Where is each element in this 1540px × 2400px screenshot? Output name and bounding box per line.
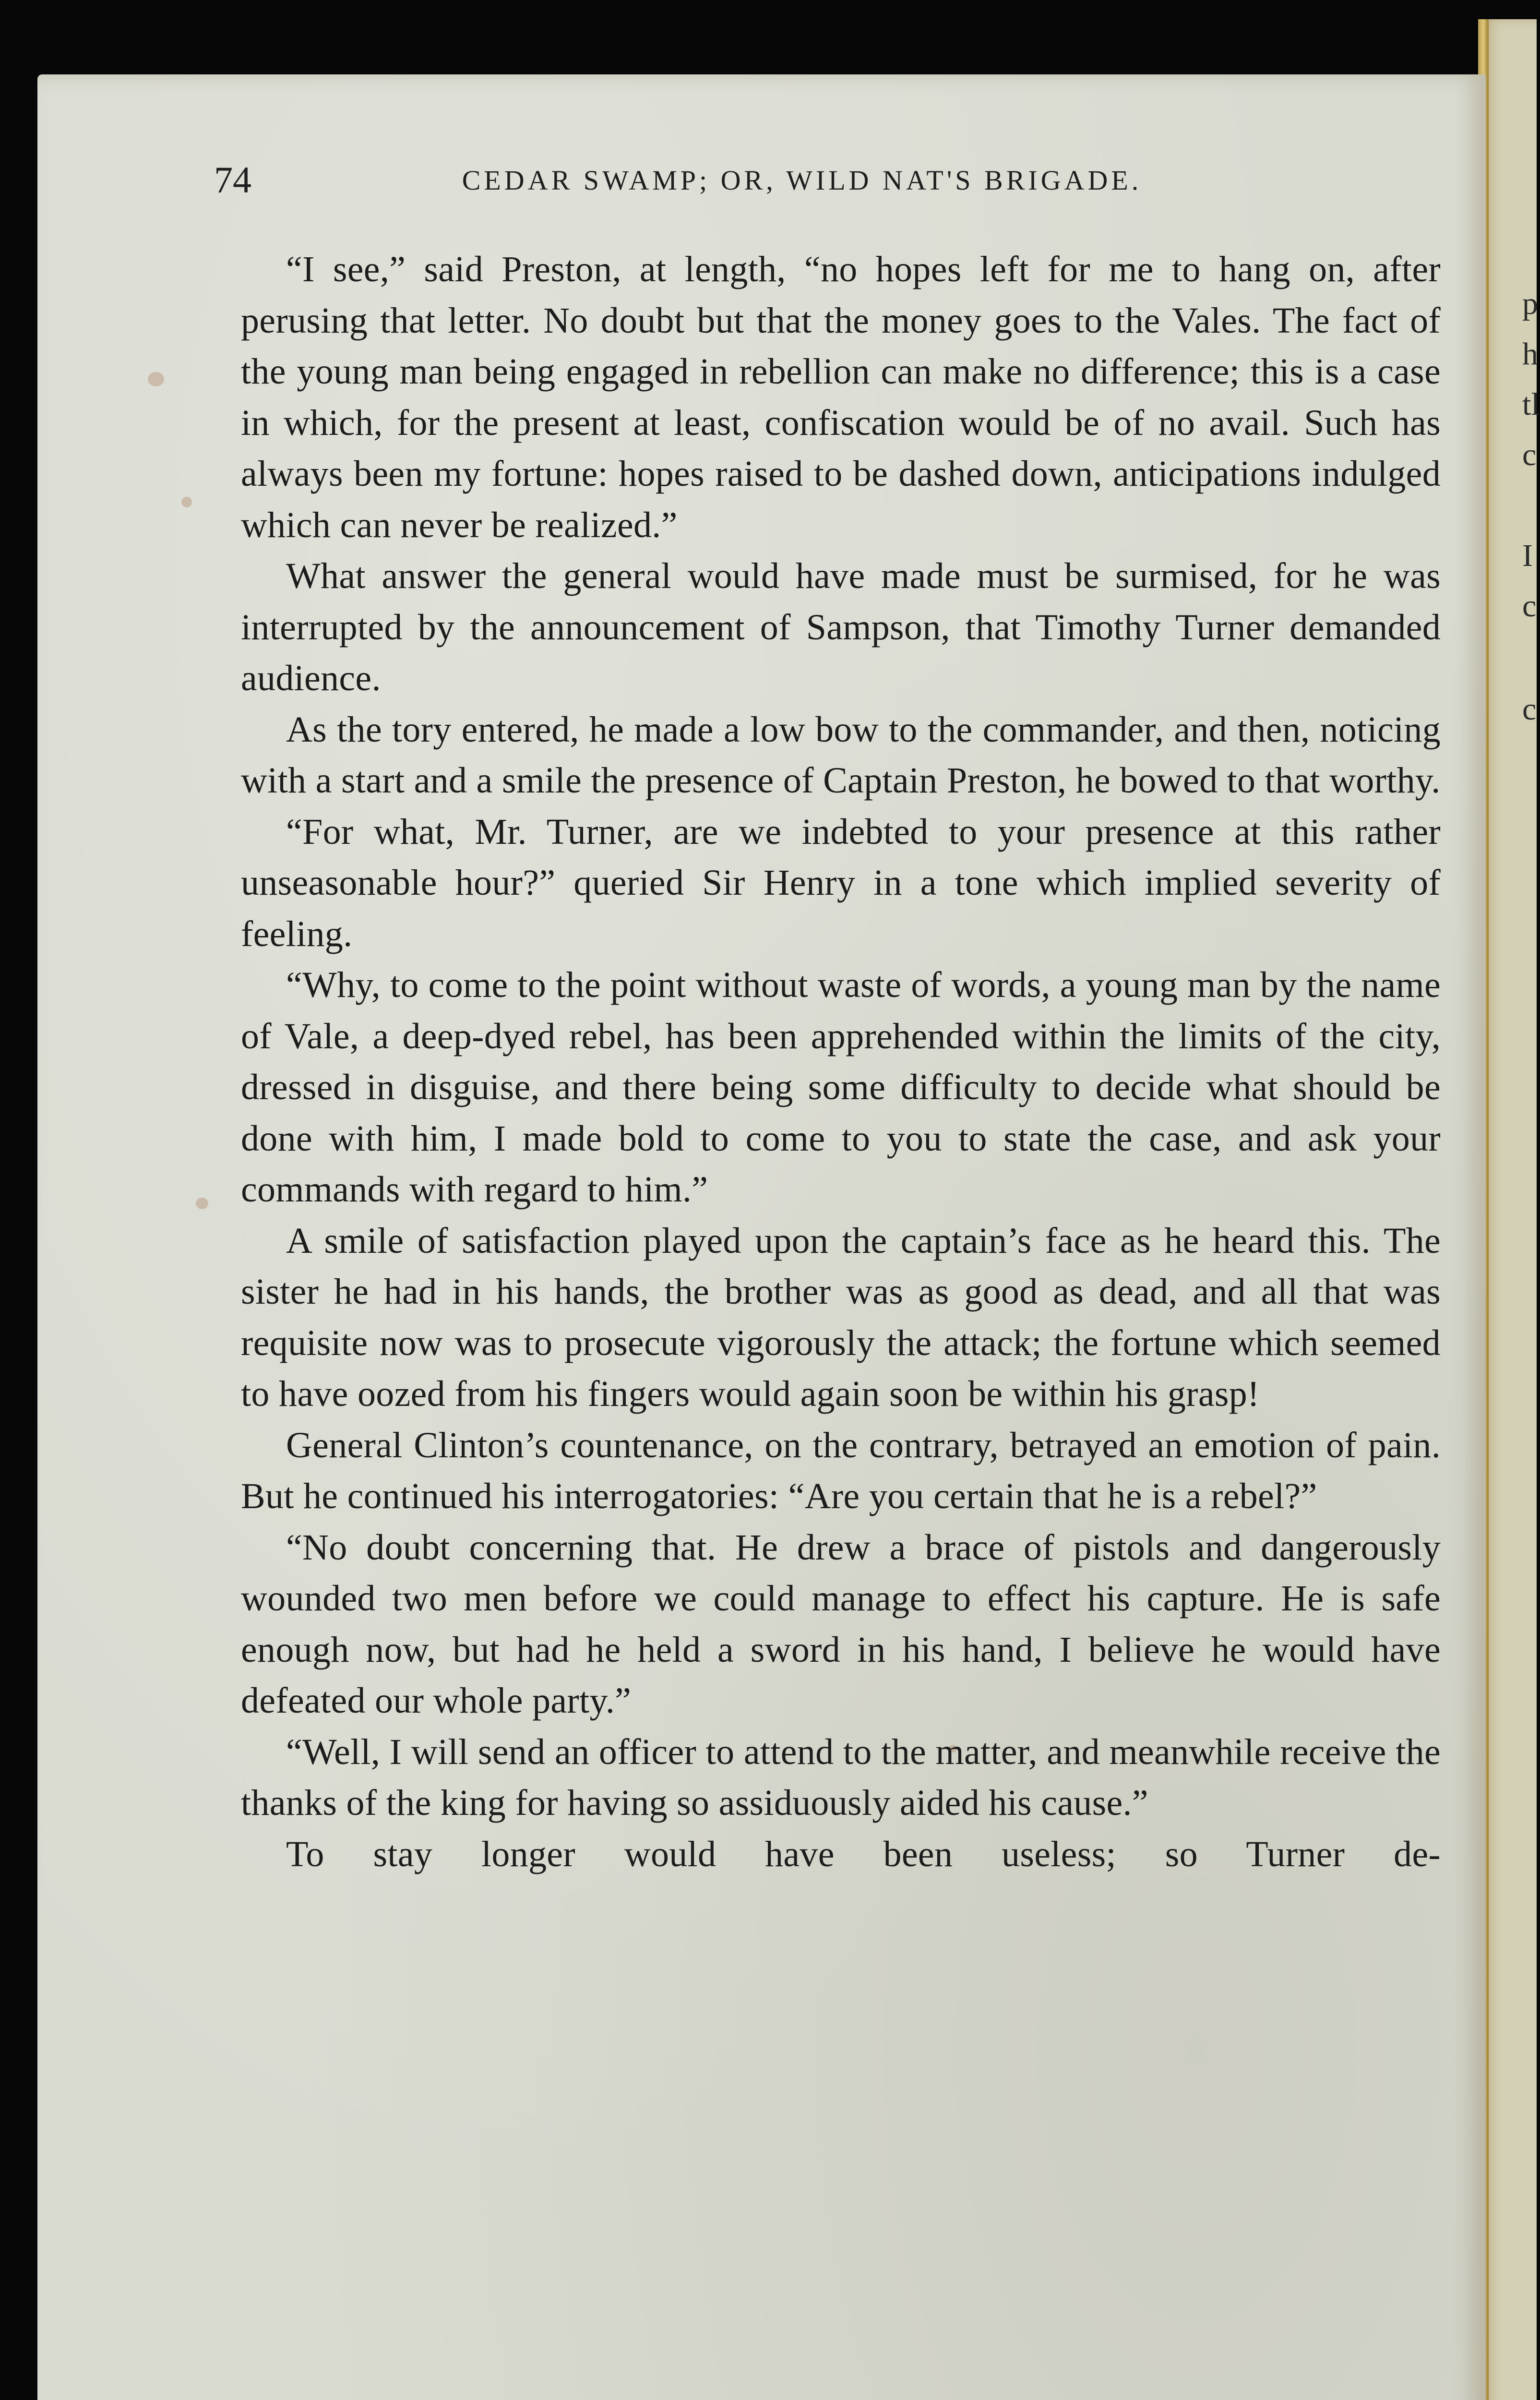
- body-text: [241, 244, 1441, 1880]
- paragraph: What answer the general would have made must be surmised, for he was interrupted by the announcement of Sampson, that Timothy Turner demanded audience.: [241, 556, 1441, 698]
- paragraph: “For what, Mr. Turner, are we indebted to your presence at this rather unseasonable hour?” queried Sir Henry in a tone which implied severity of feeling.: [241, 811, 1441, 954]
- paragraph: As the tory entered, he made a low bow to the commander, and then, noticing with a start and a smile the presence of Captain Preston, he bowed to that worthy.: [241, 709, 1441, 801]
- running-title: CEDAR SWAMP; OR, WILD NAT'S BRIGADE.: [462, 165, 1142, 196]
- facing-page-fragment: c: [1522, 588, 1537, 624]
- paragraph: To stay longer would have been useless; so Turner de-: [286, 1834, 1441, 1874]
- facing-page-fragment: h: [1522, 336, 1538, 372]
- facing-page-fragment: p: [1522, 286, 1538, 321]
- paper-stain: [148, 372, 164, 386]
- page-number: 74: [214, 159, 251, 201]
- paper-stain: [196, 1198, 208, 1209]
- paragraph: “Well, I will send an officer to attend to the matter, and meanwhile receive the thanks of the king for having so assiduously aided his cause.”: [241, 1731, 1441, 1823]
- running-head: [214, 158, 1390, 206]
- facing-page-fragment: tl: [1522, 387, 1540, 422]
- paragraph: A smile of satisfaction played upon the captain’s face as he heard this. The sister he had in his hands, the brother was as good as dead, and all that was requisite now was to prosecute vigorously the attack; the fortune which seemed to have oozed from his fingers would again soon be within his grasp!: [241, 1220, 1441, 1414]
- facing-page-fragment: c: [1522, 437, 1537, 472]
- paragraph: “No doubt concerning that. He drew a brace of pistols and dangerously wounded two men before we could manage to effect his capture. He is safe enough now, but had he held a sword in his hand, I believe he would have defeated our whole party.”: [241, 1527, 1441, 1721]
- paragraph: “I see,” said Preston, at length, “no hopes left for me to hang on, after perusing that letter. No doubt but that the money goes to the Vales. The fact of the young man being engaged in rebellion can make no difference; this is a case in which, for the present at least, confiscation would be of no avail. Such has always been my fortune: hopes raised to be dashed down, anticipations indulged which can never be realized.”: [241, 249, 1441, 545]
- paragraph: “Why, to come to the point without waste of words, a young man by the name of Vale, a deep-dyed rebel, has been apprehended within the limits of the city, dressed in disguise, and there being some difficulty to decide what should be done with him, I made bold to come to you to state the case, and ask your commands with regard to him.”: [241, 965, 1441, 1210]
- facing-page-edge: [1483, 19, 1537, 2400]
- facing-page-fragment: I: [1522, 538, 1533, 573]
- facing-page-fragment: c: [1522, 692, 1537, 727]
- paper-stain: [181, 497, 192, 507]
- paragraph: General Clinton’s countenance, on the contrary, betrayed an emotion of pain. But he continued his interrogatories: “Are you certain that he is a rebel?”: [241, 1425, 1441, 1516]
